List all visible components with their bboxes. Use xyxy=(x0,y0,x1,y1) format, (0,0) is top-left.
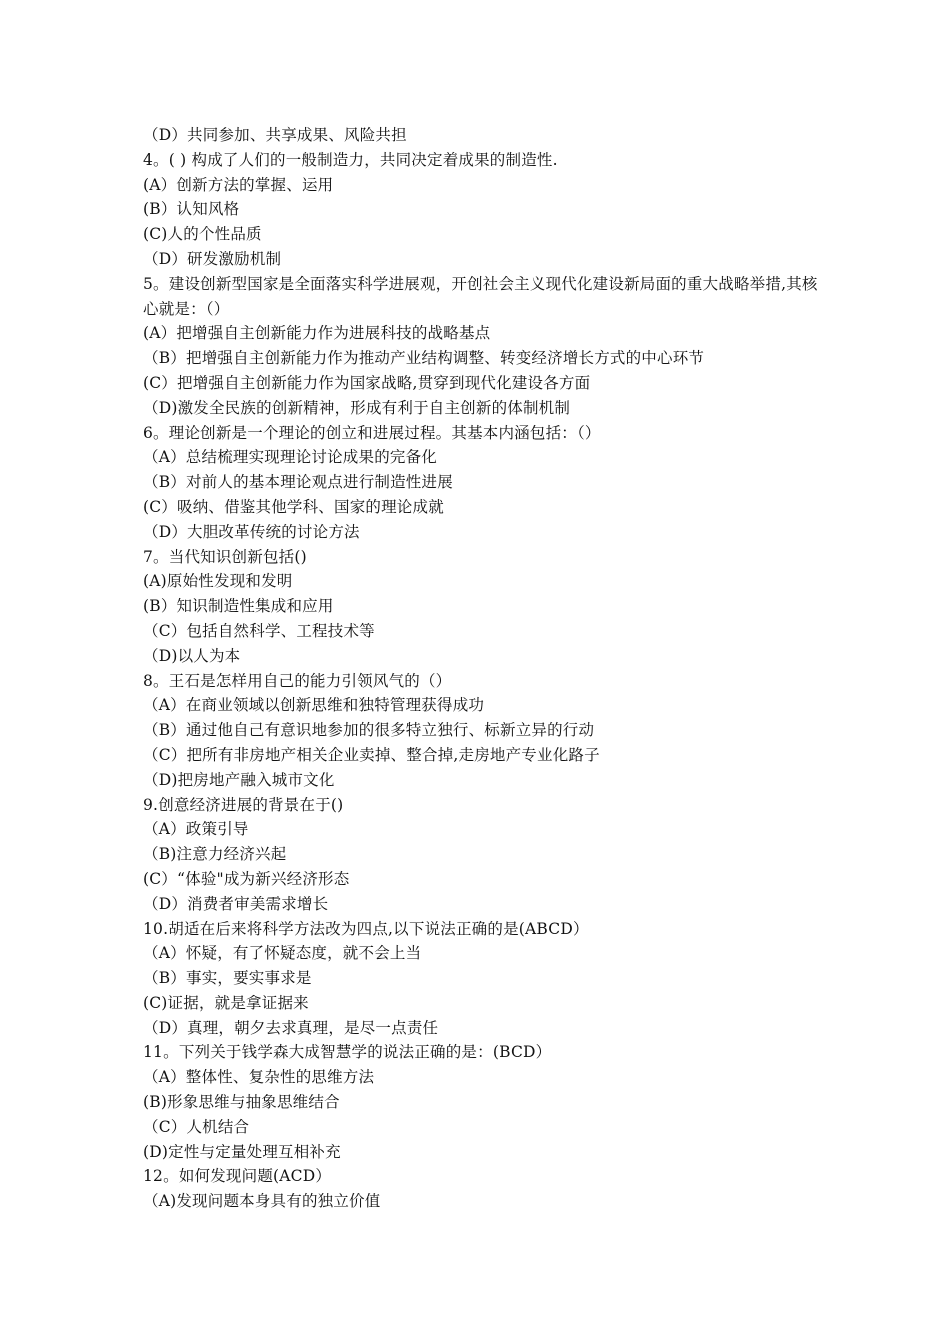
option-d-text: （D)以人为本 xyxy=(143,646,241,665)
option-b-text: （B）对前人的基本理论观点进行制造性进展 xyxy=(143,473,453,492)
option-d-text: （D)激发全民族的创新精神，形成有利于自主创新的体制机制 xyxy=(143,398,571,417)
option-d-text: (D)定性与定量处理互相补充 xyxy=(143,1142,341,1161)
option-a-text: (A）创新方法的掌握、运用 xyxy=(143,175,334,194)
question-10-text: 10.胡适在后来将科学方法改为四点,以下说法正确的是(ABCD） xyxy=(143,919,589,938)
option-c-text: （C）包括自然科学、工程技术等 xyxy=(143,621,375,640)
question-4-text: 4。( ) 构成了人们的一般制造力，共同决定着成果的制造性. xyxy=(143,150,558,169)
option-a-text: (A）把增强自主创新能力作为进展科技的战略基点 xyxy=(143,324,491,343)
document-body xyxy=(143,123,823,1214)
option-d-text: （D）消费者审美需求增长 xyxy=(143,894,329,913)
question-6-text: 6。理论创新是一个理论的创立和进展过程。其基本内涵包括：（） xyxy=(143,423,601,442)
option-b-text: （B）事实，要实事求是 xyxy=(143,969,312,988)
option-a-text: (A)原始性发现和发明 xyxy=(143,572,293,591)
option-a-text: （A）政策引导 xyxy=(143,820,249,839)
option-c-text: (C）“体验"成为新兴经济形态 xyxy=(143,869,350,888)
option-b-text: （B）通过他自己有意识地参加的很多特立独行、标新立异的行动 xyxy=(143,721,595,740)
option-d-text: （D）共同参加、共享成果、风险共担 xyxy=(143,126,407,144)
question-12-text: 12。如何发现问题(ACD） xyxy=(143,1167,332,1186)
option-a-text: （A)发现问题本身具有的独立价值 xyxy=(143,1192,381,1211)
question-8-text: 8。王石是怎样用自己的能力引领风气的（） xyxy=(143,671,452,690)
option-b-text: （B)注意力经济兴起 xyxy=(143,845,287,864)
option-c-text: （C）把所有非房地产相关企业卖掉、整合掉,走房地产专业化路子 xyxy=(143,745,600,764)
option-c-text: (C）吸纳、借鉴其他学科、国家的理论成就 xyxy=(143,497,444,516)
option-c-text: (C)证据，就是拿证据来 xyxy=(143,993,309,1012)
option-b-text: (B）知识制造性集成和应用 xyxy=(143,597,334,616)
option-a-text: （A）怀疑，有了怀疑态度，就不会上当 xyxy=(143,944,422,963)
option-c-text: （C）人机结合 xyxy=(143,1117,250,1136)
question-7-text: 7。当代知识创新包括() xyxy=(143,547,307,566)
option-d-text: （D）真理，朝夕去求真理，是尽一点责任 xyxy=(143,1018,439,1037)
option-c-text: (C)人的个性品质 xyxy=(143,225,262,244)
option-c-text: (C）把增强自主创新能力作为国家战略,贯穿到现代化建设各方面 xyxy=(143,373,591,392)
question-5-text: 5。建设创新型国家是全面落实科学进展观，开创社会主义现代化建设新局面的重大战略举措,其核心就是：（） xyxy=(143,274,818,318)
option-a-text: （A）在商业领域以创新思维和独特管理获得成功 xyxy=(143,696,485,715)
option-d-text: （D）大胆改革传统的讨论方法 xyxy=(143,522,360,541)
option-d-text: （D）研发激励机制 xyxy=(143,249,282,268)
option-d-text: （D)把房地产融入城市文化 xyxy=(143,770,335,789)
option-a-text: （A）整体性、复杂性的思维方法 xyxy=(143,1068,375,1087)
option-b-text: (B）认知风格 xyxy=(143,200,240,219)
option-a-text: （A）总结梳理实现理论讨论成果的完备化 xyxy=(143,448,437,467)
option-b-text: (B)形象思维与抽象思维结合 xyxy=(143,1093,340,1112)
question-11-text: 11。下列关于钱学森大成智慧学的说法正确的是：(BCD） xyxy=(143,1043,552,1062)
option-b-text: （B）把增强自主创新能力作为推动产业结构调整、转变经济增长方式的中心环节 xyxy=(143,349,705,368)
question-9-text: 9.创意经济进展的背景在于() xyxy=(143,795,344,814)
